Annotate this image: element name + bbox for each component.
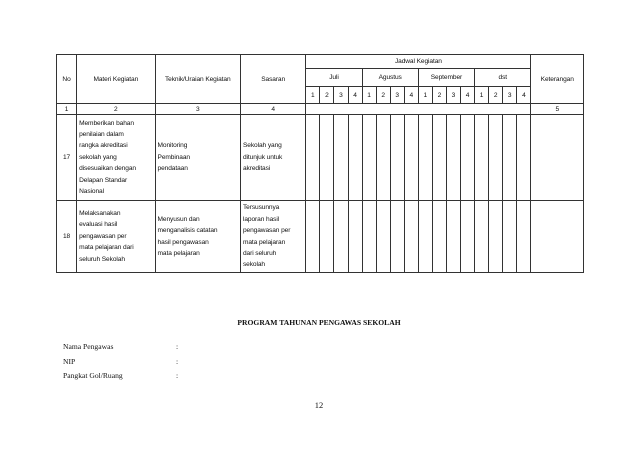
header-jadwal: Jadwal Kegiatan: [306, 55, 531, 69]
sasaran-cell: Tersusunnya laporan hasil pengawasan per mata pelajaran dari seluruh sekolah: [240, 201, 305, 273]
header-week: 2: [489, 87, 503, 104]
header-week: 4: [517, 87, 531, 104]
teknik-cell: Menyusun dan menganalisis catatan hasil pengawasan mata pelajaran: [155, 201, 240, 273]
header-week: 3: [390, 87, 404, 104]
column-number: 2: [77, 104, 155, 115]
header-week: 2: [320, 87, 334, 104]
header-no: No: [57, 55, 77, 104]
field-label-pangkat: Pangkat Gol/Ruang: [63, 371, 123, 380]
header-week: 4: [461, 87, 475, 104]
row-number: 18: [57, 201, 77, 273]
column-number: 5: [531, 104, 584, 115]
materi-cell: Melaksanakan evaluasi hasil pengawasan per mata pelajaran dari seluruh Sekolah: [77, 201, 155, 273]
field-colon: :: [176, 371, 179, 380]
column-number: 4: [240, 104, 305, 115]
header-week: 4: [404, 87, 418, 104]
header-materi: Materi Kegiatan: [77, 55, 155, 104]
header-month: Agustus: [362, 69, 418, 87]
table-row: [57, 201, 584, 273]
program-title: PROGRAM TAHUNAN PENGAWAS SEKOLAH: [237, 318, 401, 327]
header-week: 1: [418, 87, 432, 104]
header-teknik: Teknik/Uraian Kegiatan: [155, 55, 240, 104]
keterangan-cell: [531, 115, 584, 201]
header-keterangan: Keterangan: [531, 55, 584, 104]
field-label-nip: NIP: [63, 357, 76, 366]
header-week: 3: [446, 87, 460, 104]
column-number: 1: [57, 104, 77, 115]
teknik-cell: Monitoring Pembinaan pendataan: [155, 115, 240, 201]
field-label-nama: Nama Pengawas: [63, 342, 114, 351]
header-month: September: [418, 69, 474, 87]
sasaran-cell: Sekolah yang ditunjuk untuk akreditasi: [240, 115, 305, 201]
row-number: 17: [57, 115, 77, 201]
header-sasaran: Sasaran: [240, 55, 305, 104]
header-week: 1: [306, 87, 320, 104]
page-number: 12: [314, 400, 324, 410]
schedule-table: [56, 54, 584, 273]
header-week: 2: [376, 87, 390, 104]
table-row: [57, 115, 584, 201]
field-colon: :: [176, 357, 179, 366]
header-week: 3: [334, 87, 348, 104]
header-month: Juli: [306, 69, 362, 87]
keterangan-cell: [531, 201, 584, 273]
header-week: 1: [362, 87, 376, 104]
materi-cell: Memberikan bahan penilaian dalam rangka akreditasi sekolah yang disesuaikan dengan Delapan Standar Nasional: [77, 115, 155, 201]
header-week: 3: [503, 87, 517, 104]
header-week: 1: [475, 87, 489, 104]
field-colon: :: [176, 342, 179, 351]
header-week: 2: [432, 87, 446, 104]
header-week: 4: [348, 87, 362, 104]
header-month: dst: [475, 69, 531, 87]
column-number: 3: [155, 104, 240, 115]
